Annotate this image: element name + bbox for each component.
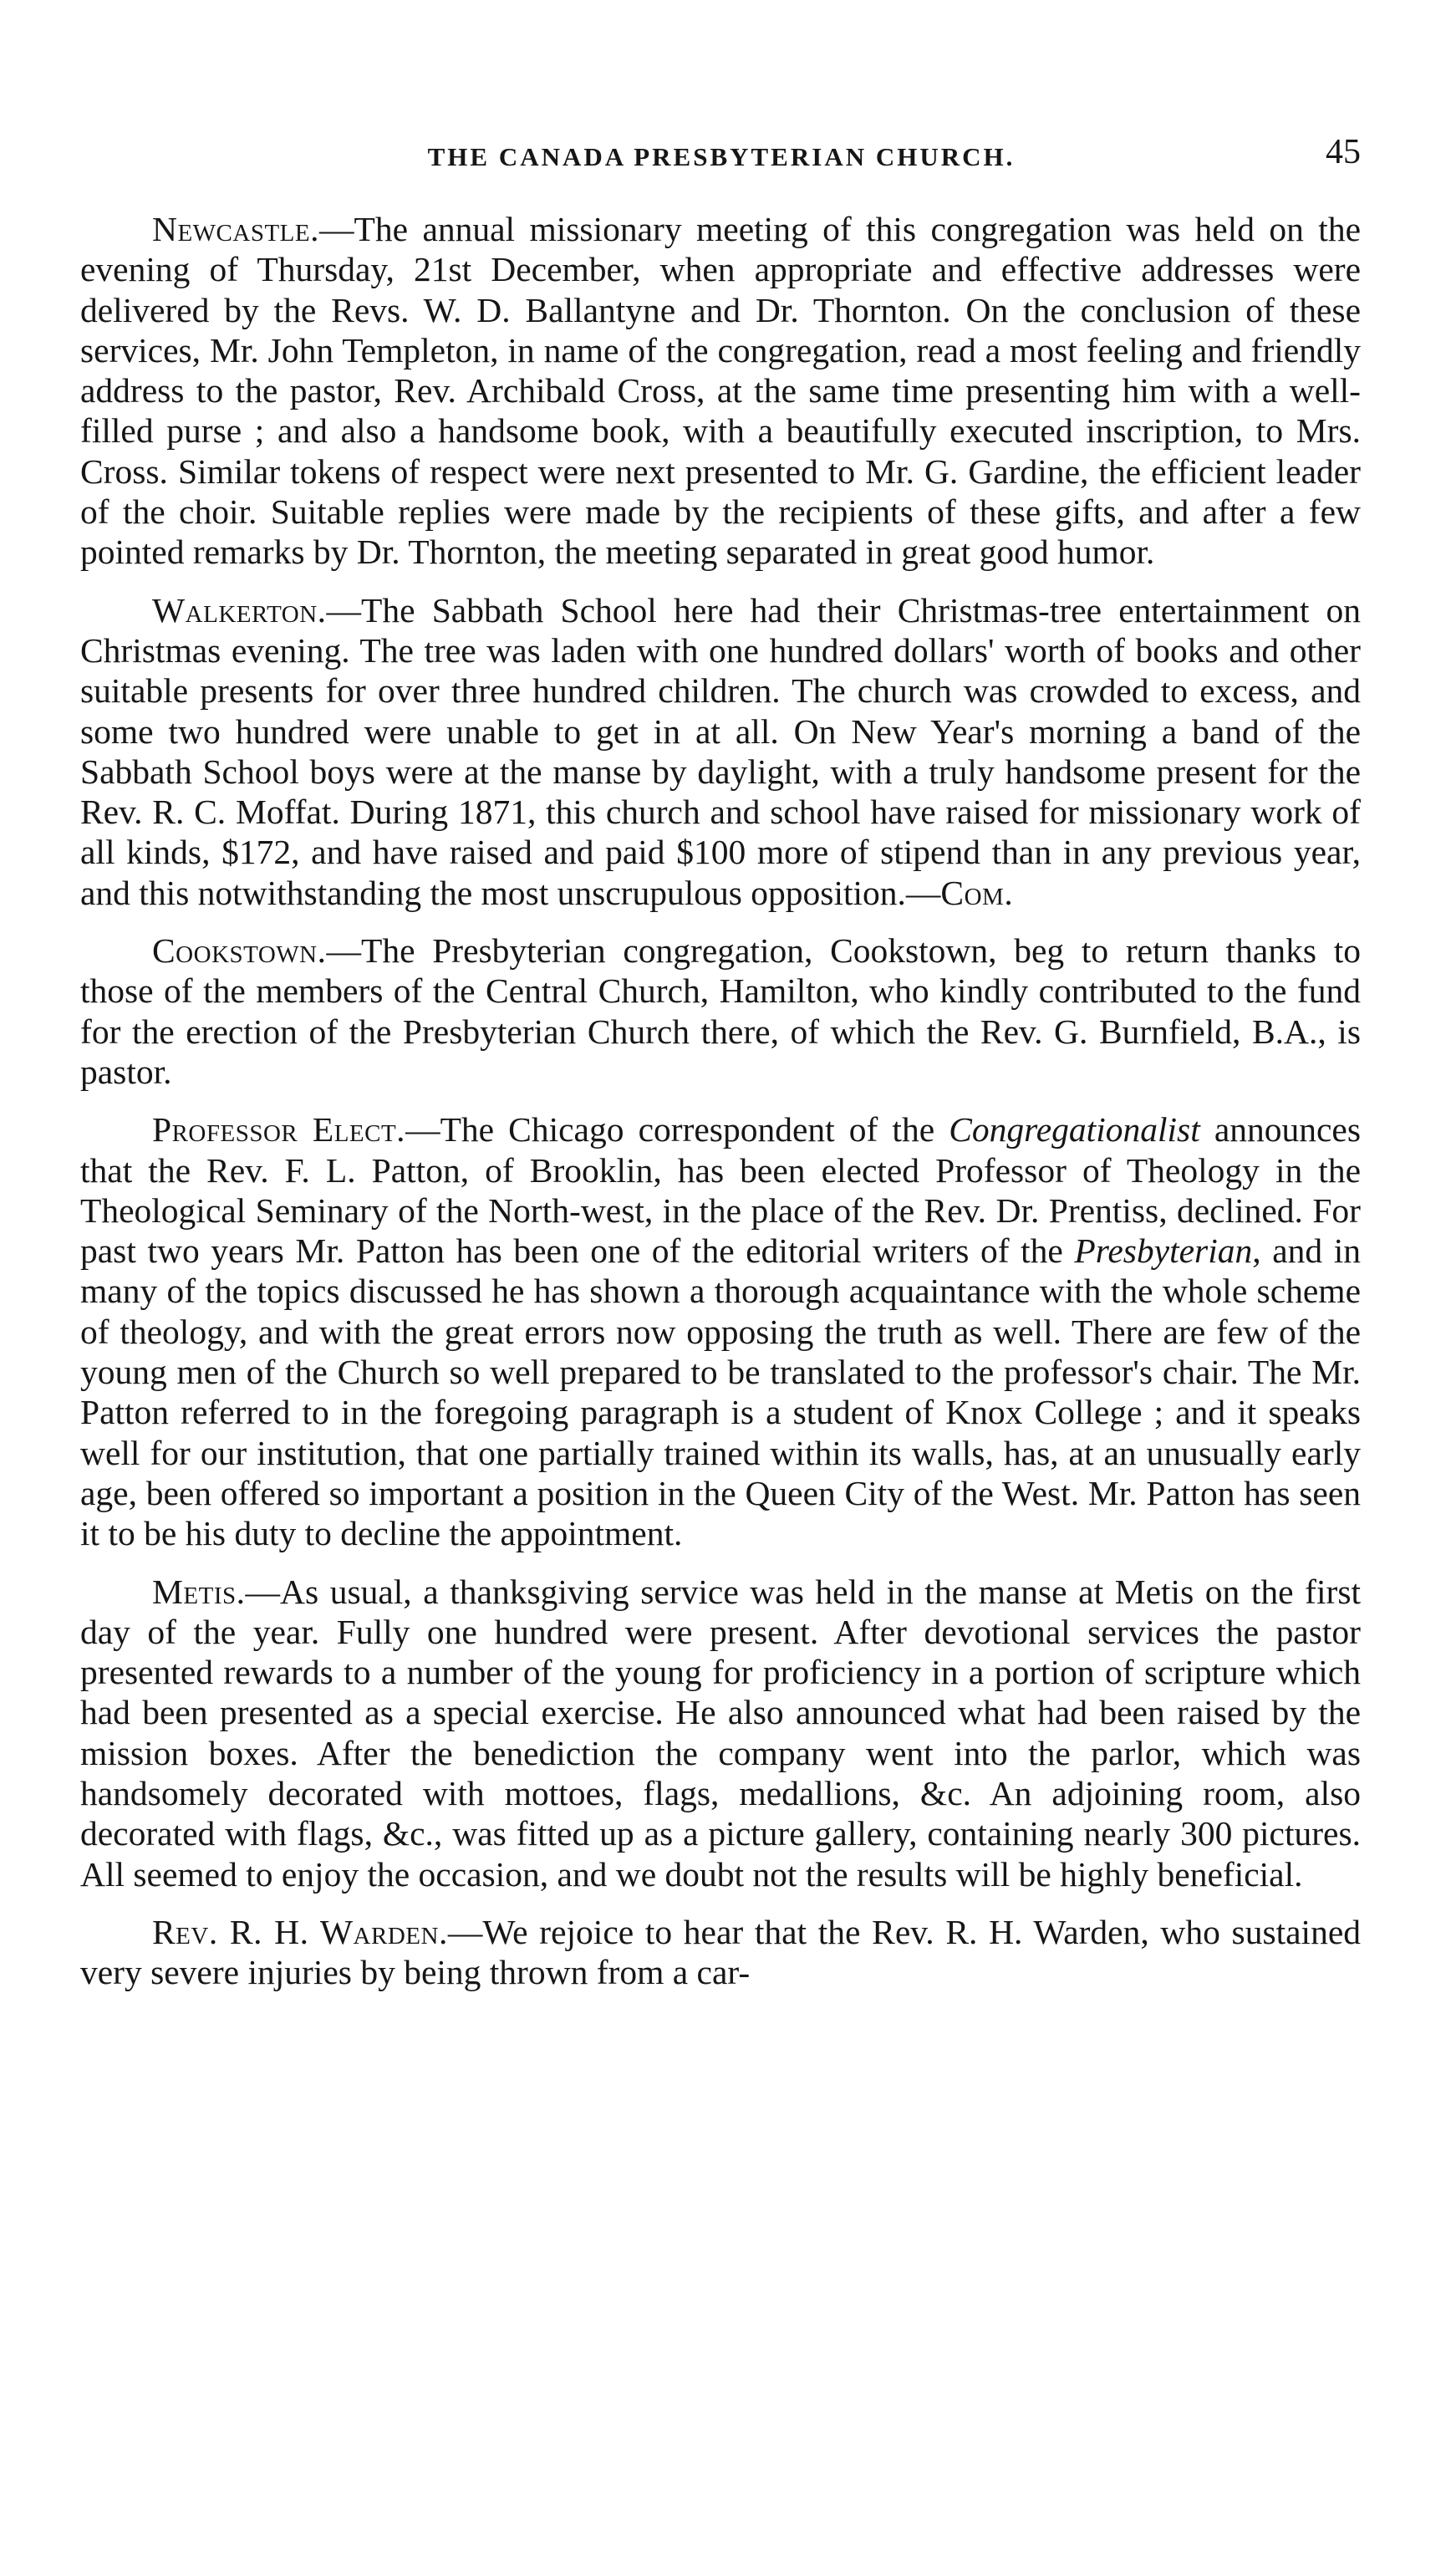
paragraph-heading: Walkerton.	[152, 590, 327, 630]
paragraph-professor-elect	[80, 1109, 1361, 1553]
paragraph-heading: Cookstown.	[152, 931, 327, 971]
periodical-title: Congregationalist	[949, 1110, 1200, 1149]
periodical-title: Presbyterian	[1074, 1231, 1253, 1271]
paragraph-text: —We rejoice to hear that the Rev. R. H. Warden, who sustained very severe injuries by being thrown from a car-	[80, 1912, 1361, 1992]
paragraph-metis	[80, 1572, 1361, 1894]
paragraph-signoff: Com.	[940, 873, 1014, 912]
paragraph-newcastle	[80, 209, 1361, 573]
paragraph-text: announces that the Rev. F. L. Patton, of Brooklin, has been elected Professor of Theology in the Theological Seminary of the North-west, in the place of the Rev. Dr. Prentiss, declined. For past two years Mr. Patton has been one of the editorial writers of the	[80, 1110, 1361, 1271]
paragraph-heading: Metis.	[152, 1572, 246, 1611]
article-body	[80, 209, 1361, 1992]
paragraph-heading: Newcastle.	[152, 210, 319, 248]
paragraph-text: —The Presbyterian congregation, Cookstown, beg to return thanks to those of the members of the Central Church, Hamilton, who kindly contributed to the fund for the erection of the Presbyterian Church there, of which the Rev. G. Burnfield, B.A., is pastor.	[80, 931, 1361, 1091]
paragraph-text: —As usual, a thanksgiving service was held in the manse at Metis on the first day of the year. Fully one hundred were present. After devotional services the pastor presented rewards to a number of the young for proficiency in a portion of scripture which had been presented as a special exercise. He also announced what had been raised by the mission boxes. After the benediction the company went into the parlor, which was handsomely decorated with mottoes, flags, medallions, &c. An adjoining room, also decorated with flags, &c., was fitted up as a picture gallery, containing nearly 300 pictures. All seemed to enjoy the occasion, and we doubt not the results will be highly beneficial.	[80, 1572, 1361, 1894]
paragraph-walkerton	[80, 590, 1361, 913]
paragraph-rev-warden	[80, 1912, 1361, 1993]
paragraph-text: —The Sabbath School here had their Christmas-tree entertainment on Christmas evening. The tree was laden with one hundred dollars' worth of books and other suitable presents for over three hundred children. The church was crowded to excess, and some two hundred were unable to get in at all. On New Year's morning a band of the Sabbath School boys were at the manse by daylight, with a truly handsome present for the Rev. R. C. Moffat. During 1871, this church and school have raised for missionary work of all kinds, $172, and have raised and paid $100 more of stipend than in any previous year, and this notwithstanding the most unscrupulous opposition.—	[80, 590, 1361, 912]
paragraph-text: , and in many of the topics discussed he has shown a thorough acquaintance with the whole scheme of theology, and with the great errors now opposing the truth as well. There are few of the young men of the Church so well prepared to be translated to the professor's chair. The Mr. Patton referred to in the foregoing paragraph is a student of Knox College ; and it speaks well for our institution, that one partially trained within its walls, has, at an unusually early age, been offered so important a position in the Queen City of the West. Mr. Patton has seen it to be his duty to decline the appointment.	[80, 1231, 1362, 1553]
paragraph-text: —The Chicago correspondent of the	[405, 1110, 949, 1149]
running-title: THE CANADA PRESBYTERIAN CHURCH.	[427, 142, 1016, 171]
paragraph-heading: Rev. R. H. Warden.	[152, 1912, 448, 1951]
paragraph-text: —The annual missionary meeting of this congregation was held on the evening of Thursday, 21st December, when appropriate and effective addresses were delivered by the Revs. W. D. Ballantyne and Dr. Thornton. On the conclusion of these services, Mr. John Templeton, in name of the congregation, read a most feeling and friendly address to the pastor, Rev. Archibald Cross, at the same time presenting him with a well-filled purse ; and also a handsome book, with a beautifully executed inscription, to Mrs. Cross. Similar tokens of respect were next presented to Mr. G. Gardine, the efficient leader of the choir. Suitable replies were made by the recipients of these gifts, and after a few pointed remarks by Dr. Thornton, the meeting separated in great good humor.	[80, 210, 1361, 572]
paragraph-heading: Professor Elect.	[152, 1110, 406, 1149]
paragraph-cookstown	[80, 930, 1361, 1092]
page-number: 45	[1326, 133, 1361, 171]
page-header	[82, 132, 1361, 182]
